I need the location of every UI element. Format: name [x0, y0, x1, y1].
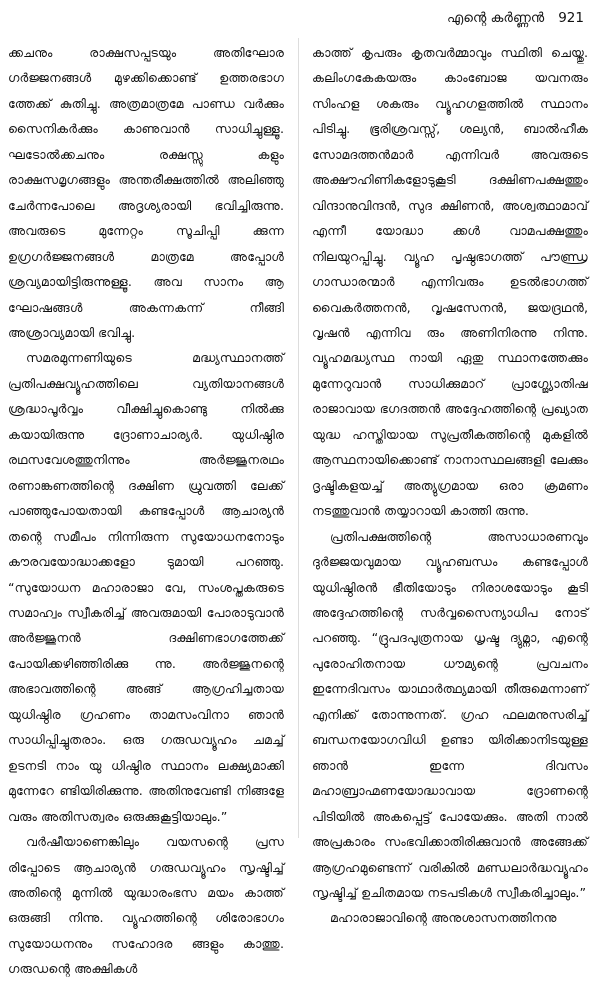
- book-title: എന്റെ കർണ്ണൻ: [446, 10, 545, 26]
- right-paragraph-1: കാത്ത് കൃപരും കൃതവർമ്മാവും സ്ഥിതി ചെയ്തു. കലിംഗകേകയരും കാംബോജ യവനരും സിംഹള ശകരും വ്യൂഹഗളത്തിൽ സ്ഥാനം പിടിച്ചു. ഭൂരിശ്രവസ്സ്, ശല്യൻ, ബാൽഹീക സോമദത്തൻമാർ എന്നിവർ അവരുടെ അക്ഷൗഹിണികളോടുകൂടി ദക്ഷിണപക്ഷത്തും വിന്ദാനുവിന്ദൻ, സുദ ക്ഷിണൻ, അശ്വത്ഥാമാവ് എന്നീ യോദ്ധാ ക്കൾ വാമപക്ഷത്തും നിലയുറപ്പിച്ചു. വ്യൂഹ പൃഷ്ഠഭാഗത്ത് പൗണ്ഡ്ര ഗാന്ധാരന്മാർ എന്നിവരും ഉടൽഭാഗത്ത് വൈകർത്തനൻ, വൃഷസേനൻ, ജയദ്രഥൻ, വൃഷൻ എന്നിവ രും അണിനിരന്നു നിന്നു. വ്യൂഹമദ്ധ്യസ്ഥ നായി ഏതു സ്ഥാനത്തേക്കും മുന്നേറുവാൻ സാധിക്കുമാറ് പ്രാഗ്ജ്യോതിഷ രാജാവായ ഭഗദത്തൻ അദ്ദേഹത്തിന്റെ പ്രഖ്യാത യുദ്ധ ഹസ്തിയായ സുപ്രതീകത്തിന്റെ മുകളിൽ ആസ്ഥനായിക്കൊണ്ട് നാനാസ്ഥലങ്ങളി ലേക്കും ദൃഷ്ടികളയച്ച് അത്യുഗ്രമായ ഒരാ ക്രമണം നടത്തുവാൻ തയ്യാറായി കാത്തി രുന്നു.: [312, 45, 588, 519]
- page-number: 921: [558, 10, 584, 26]
- right-paragraph-2: പ്രതിപക്ഷത്തിന്റെ അസാധാരണവും ദുർജ്ജയവുമായ വ്യൂഹബന്ധം കണ്ടപ്പോൾ യുധിഷ്ഠിരൻ ഭീതിയോടും നിരാശയോടും കൂടി അദ്ദേഹത്തിന്റെ സർവ്വസൈന്യാധിപ നോട് പറഞ്ഞു. “ദ്രുപദപുത്രനായ ധൃഷ്ട ദ്യുമ്നാ, എന്റെ പുരോഹിതനായ ധൗമ്യന്റെ പ്രവചനം ഇന്നേദിവസം യാഥാർത്ഥ്യമായി തീരുമെന്നാണ് എനിക്ക് തോന്നുന്നത്. ഗ്രഹ ഫലമനുസരിച്ച് ബന്ധനയോഗവിധി ഉണ്ടാ യിരിക്കാനിടയുള്ള ഞാൻ ഇന്നേ ദിവസം മഹാബ്രാഹ്മണയോദ്ധാവായ ദ്രോണന്റെ പിടിയിൽ അകപ്പെട്ട് പോയേക്കും. അതി നാൽ അപ്രകാരം സംഭവിക്കാതിരിക്കുവാൻ അങ്ങേക്ക് ആഗ്രഹമുണ്ടെന്ന് വരികിൽ മണ്ഡലാർദ്ധവ്യൂഹം സൃഷ്ടിച്ച് ഉചിതമായ നടപടികൾ സ്വീകരിച്ചാലും.”: [312, 528, 588, 900]
- left-paragraph-1: ക്കചനും രാക്ഷസപ്പടയും അതിഘോര ഗർജ്ജനങ്ങൾ മുഴക്കിക്കൊണ്ട് ഉത്തരഭാഗ ത്തേക്ക് കുതിച്ചു. അത്രമാത്രമേ പാണ്ഡ വർക്കും സൈനികർക്കും കാണുവാൻ സാധിച്ചുള്ളൂ. ഘടോൽക്കചനും രക്ഷസ്സു കളും രാക്ഷസമൃഗങ്ങളും അന്തരീക്ഷത്തിൽ അലിഞ്ഞു ചേർന്നപോലെ അദൃശ്യരായി ഭവിച്ചിരുന്നു. അവരുടെ മുന്നേറ്റം സൂചിപ്പി ക്കുന്ന ഉഗ്രഗർജ്ജനങ്ങൾ മാത്രമേ അപ്പോൾ ശ്രവ്യമായിട്ടിരുന്നുള്ളൂ. അവ സാനം ആ ഘോഷങ്ങൾ അകന്നകന്ന് നീങ്ങി അശ്രാവ്യമായി ഭവിച്ചു.: [8, 45, 284, 340]
- right-column: [312, 40, 588, 931]
- left-paragraph-2: സമരമുന്നണിയുടെ മദ്ധ്യസ്ഥാനത്ത് പ്രതിപക്ഷവ്യൂഹത്തിലെ വ്യതിയാനങ്ങൾ ശ്രദ്ധാപൂർവ്വം വീക്ഷിച്ചുകൊണ്ടു നിൽക്കു കയായിരുന്നു ദ്രോണാചാര്യർ. യുധിഷ്ഠിര രഥസവേശത്തുനിന്നും അർജ്ജുനരഥം രണാങ്കണത്തിന്റെ ദക്ഷിണ ധ്രുവത്തി ലേക്ക് പാഞ്ഞുപോയതായി കണ്ടപ്പോൾ ആചാര്യൻ തന്റെ സമീപം നിന്നിരുന്ന സുയോധനനോടും കൗരവയോദ്ധാക്കളോ ടുമായി പറഞ്ഞു. “സുയോധന മഹാരാജാ വേ, സംശപ്തകരുടെ സമാഹ്വം സ്വീകരിച്ച് അവരുമായി പോരാടുവാൻ അർജ്ജുനൻ ദക്ഷിണഭാഗത്തേക്ക് പോയിക്കഴിഞ്ഞിരിക്കു ന്നു. അർജ്ജുനന്റെ അഭാവത്തിന്റെ അങ്ങ് ആഗ്രഹിച്ചതായ യുധിഷ്ഠിര ഗ്രഹണം താമസംവിനാ ഞാൻ സാധിപ്പിച്ചുതരാം. ഒരു ഗരുഡവ്യൂഹം ചമച്ച് ഉടനടി നാം യു ധിഷ്ഠിര സ്ഥാനം ലക്ഷ്യമാക്കി മുന്നേറേ ണ്ടിയിരിക്കുന്നു. അതിനുവേണ്ടി നിങ്ങളേ വരും അതിസത്വരം ഒരുക്കുകൂട്ടിയാലും.”: [8, 350, 284, 824]
- running-head: [447, 10, 584, 26]
- column-gutter: [298, 38, 299, 838]
- right-paragraph-3: മഹാരാജാവിന്റെ അനുശാസനത്തിനനു: [330, 910, 557, 926]
- left-column: [8, 40, 284, 982]
- left-paragraph-3: വർഷീയാണെങ്കിലും വയസന്റെ പ്രസ രിപ്പോടെ ആചാര്യൻ ഗരുഡവ്യൂഹം സൃഷ്ടിച്ച് അതിന്റെ മുന്നിൽ യുദ്ധാരംഭസ മയം കാത്ത് ഒരുങ്ങി നിന്നു. വ്യൂഹത്തിന്റെ ശിരോഭാഗം സുയോധനനും സഹോദര ങ്ങളും കാത്തു. ഗരുഡന്റെ അക്ഷികൾ: [8, 834, 284, 977]
